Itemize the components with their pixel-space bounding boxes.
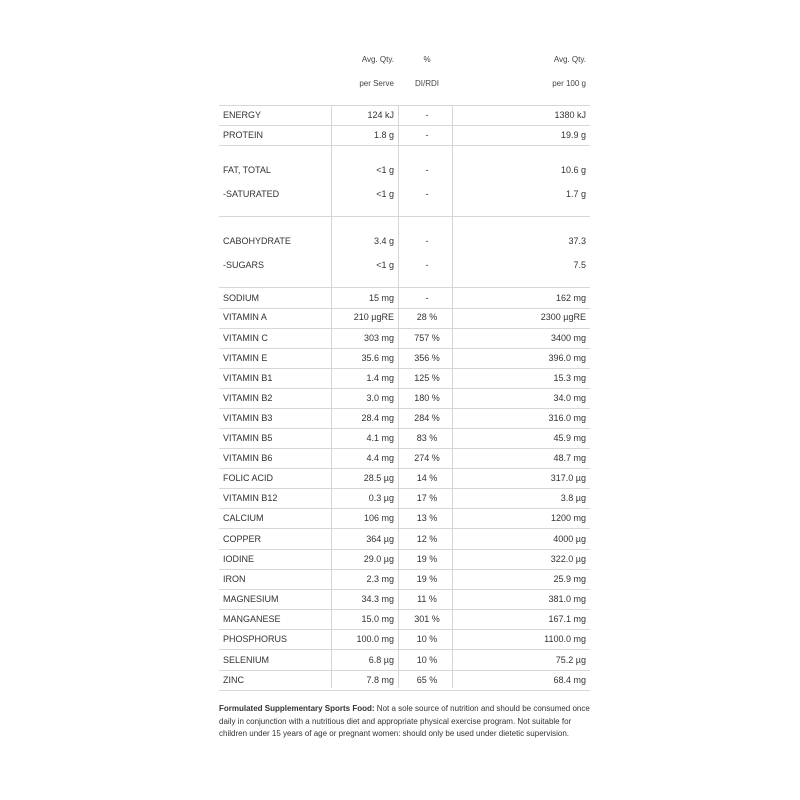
row-divider (219, 105, 590, 106)
row-divider (219, 368, 590, 369)
qty-per-serve: 100.0 mg (356, 634, 394, 644)
divider-col2 (398, 105, 399, 688)
qty-per-100g: 316.0 mg (548, 413, 586, 423)
percent-di: 17 % (416, 493, 438, 503)
row-divider (219, 328, 590, 329)
qty-per-serve: 7.8 mg (366, 675, 394, 685)
divider-col1 (331, 105, 332, 688)
row-divider (219, 125, 590, 126)
percent-di: - (425, 110, 429, 120)
percent-di: - (425, 293, 429, 303)
qty-per-serve: 6.8 µg (368, 655, 394, 665)
qty-per-100g: 37.3 (568, 236, 586, 246)
nutrient-name: ZINC (223, 675, 244, 685)
qty-per-100g: 1.7 g (565, 189, 586, 199)
nutrient-name: VITAMIN B12 (223, 493, 278, 503)
percent-di: - (425, 236, 429, 246)
divider-col3 (452, 105, 453, 688)
nutrient-name: SELENIUM (223, 655, 270, 665)
qty-per-100g: 322.0 µg (550, 554, 586, 564)
qty-per-100g: 45.9 mg (553, 433, 586, 443)
percent-di: 19 % (416, 574, 438, 584)
percent-di: - (425, 189, 429, 199)
qty-per-100g: 3400 mg (550, 333, 586, 343)
percent-di: - (425, 165, 429, 175)
row-divider (219, 549, 590, 550)
header-per100-line1: Avg. Qty. (553, 55, 586, 64)
nutrient-name: SODIUM (223, 293, 259, 303)
header-per100-line2: per 100 g (552, 79, 586, 88)
nutrient-name: VITAMIN B6 (223, 453, 273, 463)
qty-per-serve: 4.4 mg (366, 453, 394, 463)
percent-di: 13 % (416, 513, 438, 523)
percent-di: 10 % (416, 655, 438, 665)
qty-per-100g: 4000 µg (553, 534, 586, 544)
qty-per-100g: 396.0 mg (548, 353, 586, 363)
footer-bold-label: Formulated Supplementary Sports Food: (219, 704, 375, 713)
qty-per-serve: 4.1 mg (366, 433, 394, 443)
row-divider (219, 609, 590, 610)
qty-per-serve: <1 g (376, 189, 394, 199)
row-divider (219, 216, 590, 217)
qty-per-serve: 364 µg (366, 534, 394, 544)
nutrient-name: CABOHYDRATE (223, 236, 291, 246)
row-divider (219, 348, 590, 349)
qty-per-100g: 317.0 µg (550, 473, 586, 483)
row-divider (219, 448, 590, 449)
qty-per-serve: 0.3 µg (368, 493, 394, 503)
header-di-line2: DI/RDI (415, 79, 439, 88)
qty-per-serve: 106 mg (363, 513, 394, 523)
percent-di: 11 % (417, 594, 437, 604)
nutrient-name: -SUGARS (223, 260, 265, 270)
qty-per-serve: 210 µgRE (353, 312, 394, 322)
qty-per-100g: 167.1 mg (548, 614, 586, 624)
nutrient-name: COPPER (223, 534, 262, 544)
qty-per-serve: 2.3 mg (366, 574, 394, 584)
nutrient-name: FOLIC ACID (223, 473, 274, 483)
nutrient-name: PHOSPHORUS (223, 634, 288, 644)
nutrient-name: FAT, TOTAL (223, 165, 271, 175)
qty-per-serve: 3.4 g (373, 236, 394, 246)
qty-per-100g: 48.7 mg (553, 453, 586, 463)
nutrient-name: VITAMIN A (223, 312, 267, 322)
nutrient-name: ENERGY (223, 110, 262, 120)
qty-per-serve: 15 mg (368, 293, 394, 303)
row-divider (219, 287, 590, 288)
row-divider (219, 690, 590, 691)
percent-di: 10 % (416, 634, 438, 644)
qty-per-serve: 34.3 mg (361, 594, 394, 604)
row-divider (219, 528, 590, 529)
nutrient-name: IODINE (223, 554, 255, 564)
qty-per-100g: 75.2 µg (555, 655, 586, 665)
percent-di: 301 % (414, 614, 440, 624)
qty-per-100g: 1380 kJ (554, 110, 586, 120)
row-divider (219, 649, 590, 650)
qty-per-serve: <1 g (376, 165, 394, 175)
footer-disclaimer (219, 703, 599, 741)
percent-di: - (425, 260, 429, 270)
nutrient-name: MANGANESE (223, 614, 281, 624)
qty-per-serve: 124 kJ (367, 110, 394, 120)
row-divider (219, 428, 590, 429)
percent-di: 83 % (416, 433, 438, 443)
percent-di: 19 % (416, 554, 438, 564)
row-divider (219, 308, 590, 309)
footer-text: Not a sole source of nutrition and should be consumed once daily in conjunction with a nutritious diet and appropriate physical exercise program. Not suitable for children under 15 years of age or pregnant women: should only be used under dietetic supervision. (219, 704, 590, 738)
nutrient-name: VITAMIN B3 (223, 413, 273, 423)
nutrient-name: -SATURATED (223, 189, 280, 199)
percent-di: 757 % (414, 333, 440, 343)
percent-di: 12 % (416, 534, 438, 544)
qty-per-serve: 35.6 mg (361, 353, 394, 363)
qty-per-serve: 1.8 g (373, 130, 394, 140)
nutrient-name: VITAMIN B1 (223, 373, 273, 383)
row-divider (219, 468, 590, 469)
qty-per-serve: 303 mg (363, 333, 394, 343)
nutrient-name: VITAMIN B5 (223, 433, 273, 443)
row-divider (219, 589, 590, 590)
percent-di: 284 % (414, 413, 440, 423)
row-divider (219, 629, 590, 630)
qty-per-serve: 29.0 µg (363, 554, 394, 564)
qty-per-100g: 25.9 mg (553, 574, 586, 584)
percent-di: 14 % (416, 473, 438, 483)
qty-per-serve: <1 g (376, 260, 394, 270)
nutrient-name: PROTEIN (223, 130, 264, 140)
qty-per-serve: 28.4 mg (361, 413, 394, 423)
percent-di: 274 % (414, 453, 440, 463)
header-serve-line2: per Serve (359, 79, 394, 88)
nutrient-name: VITAMIN B2 (223, 393, 273, 403)
nutrient-name: VITAMIN C (223, 333, 268, 343)
nutrient-name: IRON (223, 574, 246, 584)
qty-per-100g: 34.0 mg (553, 393, 586, 403)
qty-per-100g: 1200 mg (550, 513, 586, 523)
percent-di: 28 % (416, 312, 438, 322)
nutrient-name: MAGNESIUM (223, 594, 279, 604)
qty-per-serve: 3.0 mg (366, 393, 394, 403)
nutrient-name: CALCIUM (223, 513, 264, 523)
qty-per-100g: 381.0 mg (548, 594, 586, 604)
qty-per-100g: 10.6 g (560, 165, 586, 175)
header-di-line1: % (423, 55, 431, 64)
qty-per-serve: 1.4 mg (366, 373, 394, 383)
percent-di: 125 % (414, 373, 440, 383)
qty-per-serve: 28.5 µg (363, 473, 394, 483)
row-divider (219, 488, 590, 489)
row-divider (219, 569, 590, 570)
percent-di: 356 % (414, 353, 440, 363)
row-divider (219, 508, 590, 509)
qty-per-100g: 2300 µgRE (540, 312, 586, 322)
qty-per-100g: 15.3 mg (553, 373, 586, 383)
qty-per-100g: 3.8 µg (560, 493, 586, 503)
qty-per-serve: 15.0 mg (361, 614, 394, 624)
header-serve-line1: Avg. Qty. (361, 55, 394, 64)
row-divider (219, 670, 590, 671)
qty-per-100g: 162 mg (555, 293, 586, 303)
qty-per-100g: 1100.0 mg (544, 634, 586, 644)
row-divider (219, 408, 590, 409)
row-divider (219, 145, 590, 146)
nutrient-name: VITAMIN E (223, 353, 268, 363)
percent-di: - (425, 130, 429, 140)
qty-per-100g: 7.5 (573, 260, 586, 270)
percent-di: 65 % (416, 675, 438, 685)
percent-di: 180 % (414, 393, 440, 403)
qty-per-100g: 68.4 mg (553, 675, 586, 685)
row-divider (219, 388, 590, 389)
qty-per-100g: 19.9 g (560, 130, 586, 140)
